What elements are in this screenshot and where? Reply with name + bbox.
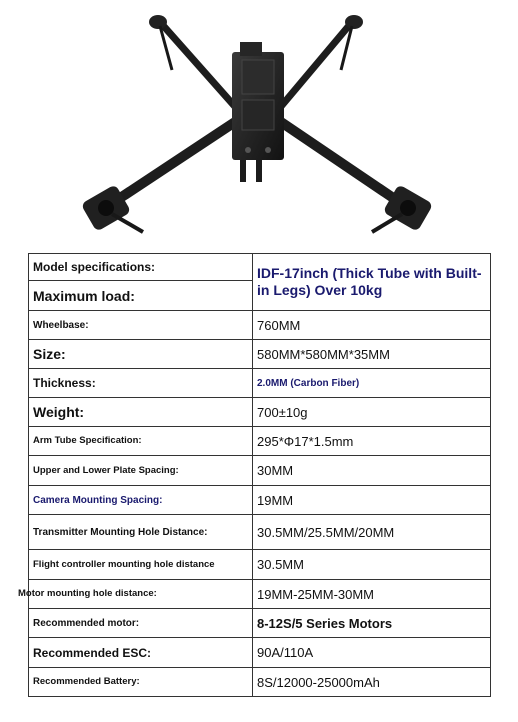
arm-rear-left [105,120,238,208]
spec-table [18,253,491,697]
motor-mount-front-right [345,15,363,29]
quadcopter-frame-image [0,0,518,248]
spec-label: Recommended motor: [29,609,253,638]
table-row [29,340,491,369]
spec-label: Recommended Battery: [29,668,253,697]
table-row [29,515,491,550]
spec-value: 30MM [253,456,491,486]
spec-label: Upper and Lower Plate Spacing: [29,456,253,486]
spec-value: 90A/110A [253,638,491,668]
table-row [29,398,491,427]
table-row [29,638,491,668]
table-row [29,668,491,697]
spec-label: Arm Tube Specification: [29,427,253,456]
table-row [29,609,491,638]
spec-label: Transmitter Mounting Hole Distance: [29,515,253,550]
spec-value: 30.5MM/25.5MM/20MM [253,515,491,550]
spec-value: 760MM [253,311,491,340]
table-row [29,369,491,398]
spec-value: 19MM [253,486,491,515]
spec-value: 30.5MM [253,550,491,580]
table-row [29,254,491,281]
spec-label: Motor mounting hole distance: [18,588,157,599]
table-row [29,486,491,515]
arm-rear-right [278,120,408,208]
spec-label: Wheelbase: [29,311,253,340]
spec-label: Flight controller mounting hole distance [29,550,253,580]
table-row [29,580,491,609]
spec-value: 8-12S/5 Series Motors [253,609,491,638]
model-headline-value: IDF-17inch (Thick Tube with Built-in Legs) Over 10kg [253,254,491,311]
spec-value: 580MM*580MM*35MM [253,340,491,369]
spec-value: 700±10g [253,398,491,427]
table-row [29,311,491,340]
table-row [29,427,491,456]
table-row [29,456,491,486]
motor-mount-front-left [149,15,167,29]
spec-value: 2.0MM (Carbon Fiber) [253,369,491,398]
spec-label: Recommended ESC: [29,638,253,668]
spec-label: Size: [29,340,253,369]
max-load-label: Maximum load: [29,281,253,311]
table-row [29,550,491,580]
model-spec-label: Model specifications: [29,254,253,281]
spec-value: 19MM-25MM-30MM [253,580,491,609]
spec-label: Camera Mounting Spacing: [29,486,253,515]
spec-value: 8S/12000-25000mAh [253,668,491,697]
spec-value: 295*Φ17*1.5mm [253,427,491,456]
spec-label: Weight: [29,398,253,427]
spec-label: Thickness: [29,369,253,398]
